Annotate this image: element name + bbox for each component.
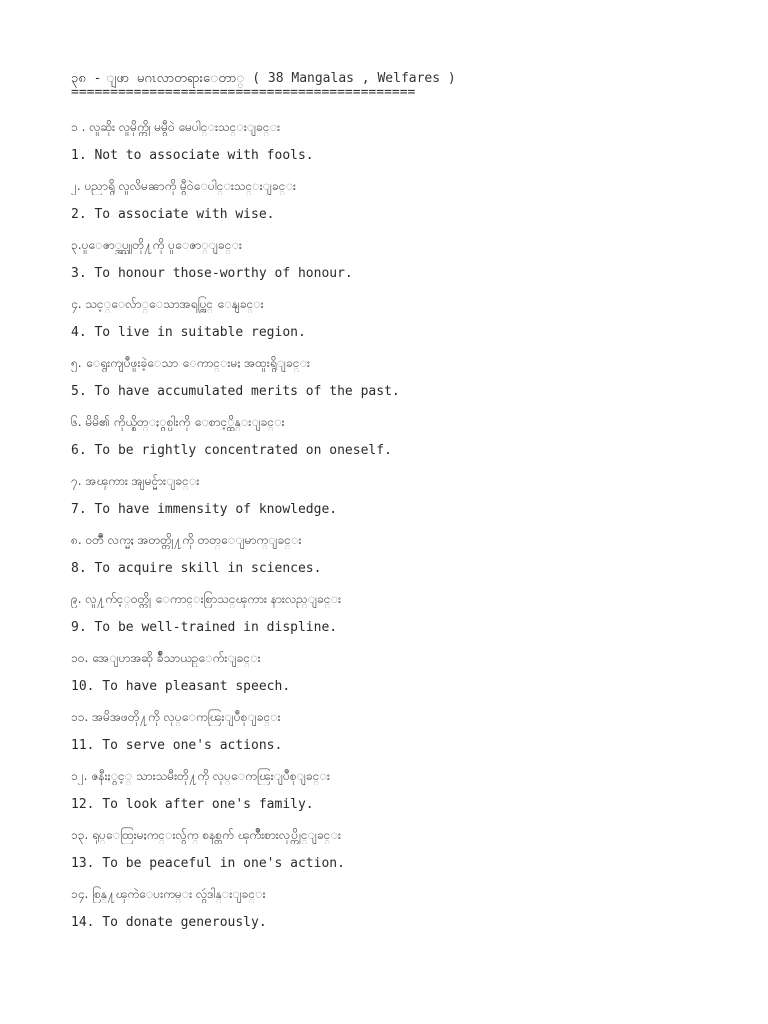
- item-english-text: 10. To have pleasant speech.: [71, 679, 291, 694]
- item-english-text: 4. To live in suitable region.: [71, 325, 306, 340]
- item-burmese-text: ၁၁. အမိအဖတို႔ကို လုပ္ေကၽြးျပဳစုျခင္း: [71, 710, 281, 724]
- item-burmese-text: ၁၂. ဇနီးႏွင့္ သားသမီးတို႔ကို လုပ္ေကၽြးျပဳစုျခင္း: [71, 769, 330, 783]
- mangala-list: [71, 118, 731, 932]
- list-item: [71, 413, 731, 460]
- list-item: [71, 177, 731, 224]
- title-underline: ============================================: [71, 88, 416, 100]
- item-english-text: 7. To have immensity of knowledge.: [71, 502, 338, 517]
- item-burmese-text: ၁၃. ရုပ္ေထြးမႈကင္းလွ်က္ စနစ္တက် ၾကိဳးစားလုပ္ကိုင္ျခင္း: [71, 828, 341, 842]
- item-burmese-text: ၃.ပူေဇာ္အပ္သူတို႔ကို ပူေဇာ္ျခင္း: [71, 238, 242, 252]
- list-item: [71, 354, 731, 401]
- list-item: [71, 767, 731, 814]
- item-english-text: 9. To be well-trained in displine.: [71, 620, 338, 635]
- item-burmese-text: ၁၀. အေျပာအဆို ခ်ိဳသာယဥ္ေက်းျခင္း: [71, 651, 261, 665]
- item-burmese-text: ၅. ေရွးကျပဳဖူးခဲ့ေသာ ေကာင္းမႈ အထူးရွိျခင္း: [71, 356, 310, 370]
- item-english-text: 12. To look after one's family.: [71, 797, 314, 812]
- list-item: [71, 826, 731, 873]
- list-item: [71, 885, 731, 932]
- item-english-text: 6. To be rightly concentrated on oneself.: [71, 443, 392, 458]
- item-burmese-text: ၁ . လူဆိုး လူမိုက္ကို မမွီဝဲ မေပါင္းသင္းျခင္း: [71, 120, 281, 134]
- item-english-text: 13. To be peaceful in one's action.: [71, 856, 345, 871]
- list-item: [71, 649, 731, 696]
- list-item: [71, 590, 731, 637]
- item-burmese-text: ၈. ဝတၱဳ လက္မႈ အတတ္တို႔ကို တတ္ေျမာက္ျခင္း: [71, 533, 302, 547]
- item-burmese-text: ၂. ပညာရွိ လူလိမၼာကို မွီဝဲေပါင္းသင္းျခင္း: [71, 179, 296, 193]
- list-item: [71, 472, 731, 519]
- item-english-text: 1. Not to associate with fools.: [71, 148, 314, 163]
- item-burmese-text: ၆. မိမိ၏ ကိုယ္စိတ္ႏွစ္ပါးကို ေစာင့္ထိန္းျခင္း: [71, 415, 285, 429]
- document-title: ၃၈ - ျဖာ မဂၤလာတရားေတာ္ ( 38 Mangalas , Welfares ): [71, 71, 456, 86]
- item-english-text: 5. To have accumulated merits of the past.: [71, 384, 400, 399]
- list-item: [71, 531, 731, 578]
- item-burmese-text: ၇. အၾကား အျမင္မ်ားျခင္း: [71, 474, 200, 488]
- item-english-text: 2. To associate with wise.: [71, 207, 275, 222]
- list-item: [71, 236, 731, 283]
- document-page: [71, 70, 731, 944]
- item-burmese-text: ၁၄. စြန္႔ၾကဲေပးကမ္း လွဴဒါန္းျခင္း: [71, 887, 266, 901]
- item-burmese-text: ၄. သင့္ေလ်ာ္ေသာအရပ္တြင္ ေနျခင္း: [71, 297, 264, 311]
- list-item: [71, 295, 731, 342]
- item-english-text: 11. To serve one's actions.: [71, 738, 283, 753]
- item-english-text: 3. To honour those-worthy of honour.: [71, 266, 353, 281]
- list-item: [71, 708, 731, 755]
- list-item: [71, 118, 731, 165]
- item-english-text: 14. To donate generously.: [71, 915, 267, 930]
- item-burmese-text: ၉. လူ႔က်င့္ဝတ္ကို ေကာင္းစြာသင္ၾကား နားလည္ျခင္း: [71, 592, 342, 606]
- item-english-text: 8. To acquire skill in sciences.: [71, 561, 322, 576]
